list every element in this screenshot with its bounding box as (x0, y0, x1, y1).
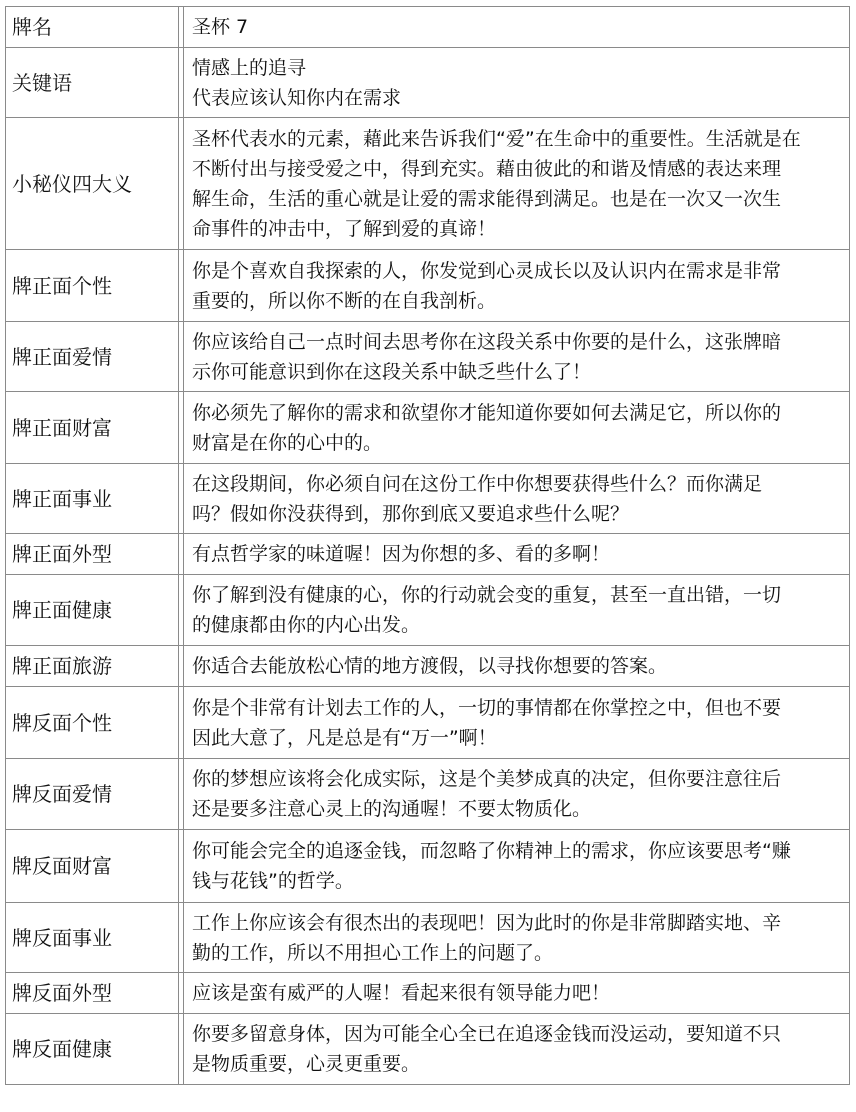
row-label: 牌反面个性 (6, 687, 179, 759)
row-value (184, 973, 850, 1014)
value-line: 情感上的追寻 (192, 56, 307, 79)
value-line: 是物质重要，心灵更重要。 (192, 1053, 421, 1075)
row-value (184, 759, 850, 830)
value-line: 你可能会完全的追逐金钱，而忽略了你精神上的需求，你应该要思考“赚 (192, 840, 791, 862)
value-line: 重要的，所以你不断的在自我剖析。 (192, 289, 497, 312)
value-line: 你的梦想应该将会化成实际，这是个美梦成真的决定，但你要注意往后 (192, 768, 782, 790)
table-row (6, 759, 850, 830)
row-label: 牌正面健康 (6, 575, 179, 646)
value-line: 的健康都由你的内心出发。 (192, 614, 421, 636)
value-line: 示你可能意识到你在这段关系中缺乏些什么了！ (192, 360, 592, 383)
value-line: 钱与花钱”的哲学。 (192, 870, 354, 892)
row-value (184, 1014, 850, 1085)
row-value (184, 575, 850, 646)
row-value (184, 7, 850, 48)
row-label: 牌反面健康 (6, 1014, 179, 1085)
row-value (184, 464, 850, 534)
row-label: 牌正面事业 (6, 464, 179, 534)
value-line: 你是个喜欢自我探索的人，你发觉到心灵成长以及认识内在需求是非常 (192, 259, 782, 282)
value-line: 因此大意了，凡是总是有“万一”啊！ (192, 726, 497, 749)
row-label: 牌反面事业 (6, 903, 179, 973)
value-line: 应该是蛮有威严的人喔！看起来很有领导能力吧！ (192, 982, 611, 1004)
table-row (6, 646, 850, 687)
table-row (6, 322, 850, 392)
row-label: 牌正面财富 (6, 392, 179, 464)
value-line: 勤的工作，所以不用担心工作上的问题了。 (192, 941, 554, 964)
table-row (6, 575, 850, 646)
table-body (6, 7, 850, 1085)
value-line: 解生命，生活的重心就是让爱的需求能得到满足。也是在一次又一次生 (192, 187, 782, 210)
value-line: 在这段期间，你必须自问在这份工作中你想要获得些什么？而你满足 (192, 472, 763, 495)
table-row (6, 118, 850, 250)
value-line: 工作上你应该会有很杰出的表现吧！因为此时的你是非常脚踏实地、辛 (192, 911, 782, 934)
value-line: 命事件的冲击中，了解到爱的真谛！ (192, 217, 497, 240)
tarot-card-table (5, 6, 850, 1085)
value-line: 你应该给自己一点时间去思考你在这段关系中你要的是什么，这张牌暗 (192, 330, 782, 353)
value-line: 圣杯 7 (192, 16, 249, 38)
row-value (184, 903, 850, 973)
row-value (184, 687, 850, 759)
table-row (6, 830, 850, 903)
value-line: 财富是在你的心中的。 (192, 431, 383, 454)
row-value (184, 830, 850, 903)
value-line: 不断付出与接受爱之中，得到充实。藉由彼此的和谐及情感的表达来理 (192, 157, 782, 180)
table-row (6, 687, 850, 759)
row-label: 牌正面爱情 (6, 322, 179, 392)
row-label: 牌名 (6, 7, 179, 48)
table-row (6, 903, 850, 973)
value-line: 你适合去能放松心情的地方渡假，以寻找你想要的答案。 (192, 655, 668, 677)
table-row (6, 1014, 850, 1085)
table-row (6, 392, 850, 464)
value-line: 你了解到没有健康的心，你的行动就会变的重复，甚至一直出错，一切 (192, 584, 782, 606)
row-value (184, 322, 850, 392)
table-row (6, 973, 850, 1014)
value-line: 圣杯代表水的元素，藉此来告诉我们“爱”在生命中的重要性。生活就是在 (192, 127, 801, 150)
value-line: 你要多留意身体，因为可能全心全已在追逐金钱而没运动，要知道不只 (192, 1023, 782, 1045)
table-row (6, 534, 850, 575)
table-row (6, 250, 850, 322)
value-line: 代表应该认知你内在需求 (192, 86, 402, 109)
row-label: 牌正面旅游 (6, 646, 179, 687)
row-label: 关键语 (6, 48, 179, 118)
value-line: 你必须先了解你的需求和欲望你才能知道你要如何去满足它，所以你的 (192, 401, 782, 424)
value-line: 吗？假如你没获得到，那你到底又要追求些什么呢？ (192, 502, 630, 525)
row-value (184, 118, 850, 250)
row-label: 牌反面财富 (6, 830, 179, 903)
value-line: 还是要多注意心灵上的沟通喔！不要太物质化。 (192, 798, 592, 820)
row-label: 小秘仪四大义 (6, 118, 179, 250)
row-value (184, 534, 850, 575)
row-label: 牌反面外型 (6, 973, 179, 1014)
row-label: 牌正面个性 (6, 250, 179, 322)
row-label: 牌反面爱情 (6, 759, 179, 830)
row-value (184, 48, 850, 118)
value-line: 有点哲学家的味道喔！因为你想的多、看的多啊！ (192, 543, 611, 565)
table-row (6, 464, 850, 534)
row-value (184, 392, 850, 464)
value-line: 你是个非常有计划去工作的人，一切的事情都在你掌控之中，但也不要 (192, 696, 782, 719)
table-row (6, 7, 850, 48)
table-row (6, 48, 850, 118)
row-value (184, 646, 850, 687)
row-label: 牌正面外型 (6, 534, 179, 575)
row-value (184, 250, 850, 322)
